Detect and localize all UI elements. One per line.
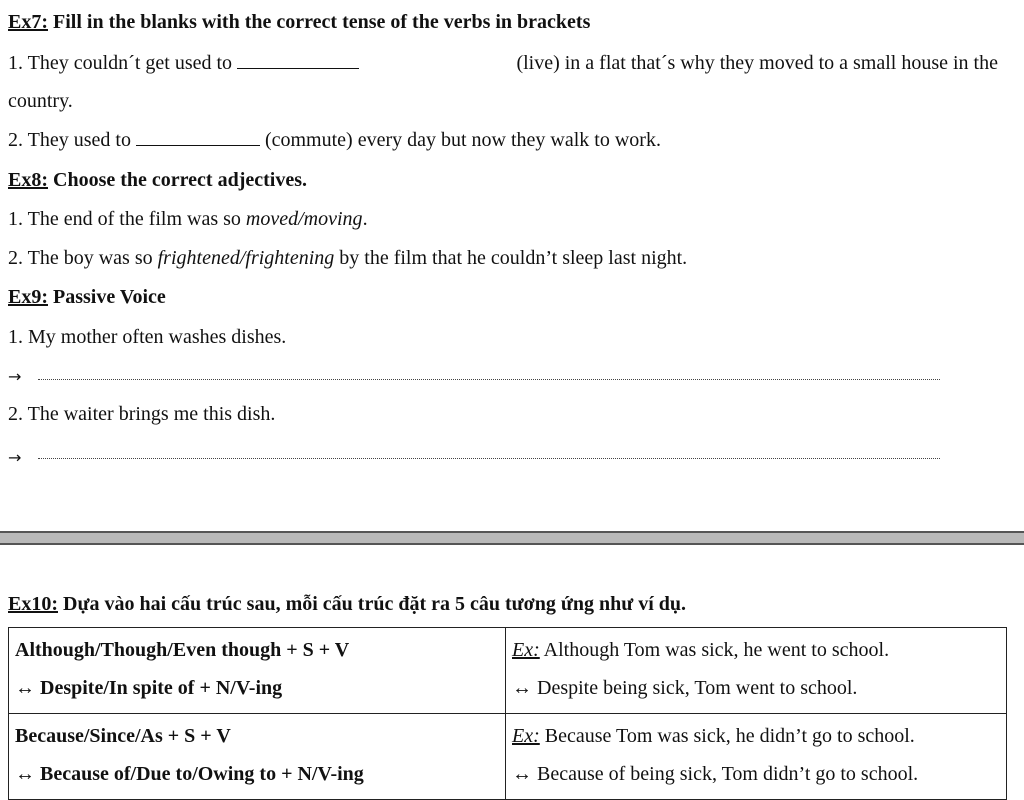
ex8-q1-text-c: . — [362, 208, 368, 230]
ex9-answer-1-row — [8, 364, 21, 389]
ex8-title: Choose the correct adjectives. — [48, 169, 307, 191]
table-row — [9, 628, 1007, 714]
example-label: Ex: — [512, 725, 540, 747]
example-line — [512, 631, 1000, 669]
ex8-q1-choices: moved/moving — [245, 208, 363, 230]
ex7-question-2 — [8, 128, 661, 152]
structure-line: Although/Though/Even though + S + V — [15, 639, 350, 661]
ex7-heading — [8, 10, 590, 34]
ex8-q2-text-a: 2. The boy was so — [8, 247, 158, 269]
ex8-q2-text-c: by the film that he couldn’t sleep last night. — [334, 247, 688, 269]
ex10-title: Dựa vào hai cấu trúc sau, mỗi cấu trúc đặt ra 5 câu tương ứng như ví dụ. — [58, 593, 687, 615]
answer-blank[interactable] — [237, 54, 359, 69]
ex7-q1-text-b: (live) in a flat that´s why they moved to a small house in the — [516, 52, 998, 74]
example-line: ↔ Despite being sick, Tom went to school. — [512, 677, 858, 699]
ex8-question-1 — [8, 207, 368, 231]
ex7-question-1 — [8, 51, 998, 75]
ex8-label: Ex8: — [8, 169, 48, 191]
ex9-answer-2-row — [8, 445, 21, 470]
arrow-right-icon: → — [8, 367, 22, 386]
section-divider — [0, 531, 1024, 545]
example-line: ↔ Because of being sick, Tom didn’t go to school. — [512, 763, 919, 785]
ex8-heading — [8, 168, 307, 192]
example-text: Because Tom was sick, he didn’t go to school. — [539, 725, 915, 747]
ex7-q2-text-b: (commute) every day but now they walk to work. — [259, 129, 661, 151]
ex7-label: Ex7: — [8, 11, 48, 33]
structure-line: Because/Since/As + S + V — [15, 725, 231, 747]
ex10-label: Ex10: — [8, 593, 58, 615]
ex9-label: Ex9: — [8, 286, 48, 308]
ex9-heading — [8, 285, 166, 309]
structure-line: ↔ Because of/Due to/Owing to + N/V-ing — [15, 763, 364, 785]
ex7-question-1-cont: country. — [8, 90, 73, 112]
arrow-right-icon: → — [8, 448, 22, 467]
ex7-title: Fill in the blanks with the correct tense of the verbs in brackets — [48, 11, 591, 33]
answer-blank[interactable] — [136, 131, 260, 146]
example-text: Although Tom was sick, he went to school. — [539, 639, 890, 661]
table-row — [9, 714, 1007, 800]
ex9-question-1: 1. My mother often washes dishes. — [8, 326, 287, 348]
ex9-title: Passive Voice — [48, 286, 166, 308]
ex7-q1-text-a: 1. They couldn´t get used to — [8, 52, 238, 74]
ex8-q1-text-a: 1. The end of the film was so — [8, 208, 246, 230]
ex10-heading — [8, 592, 686, 616]
ex8-q2-choices: frightened/frightening — [157, 247, 335, 269]
structure-cell — [9, 714, 506, 800]
structures-table — [8, 627, 1007, 800]
answer-dotted-line[interactable] — [38, 458, 940, 459]
ex8-question-2 — [8, 246, 687, 270]
structure-line: ↔ Despite/In spite of + N/V-ing — [15, 677, 283, 699]
example-cell — [506, 714, 1007, 800]
structure-cell — [9, 628, 506, 714]
example-cell — [506, 628, 1007, 714]
answer-dotted-line[interactable] — [38, 379, 940, 380]
example-line — [512, 717, 1000, 755]
ex7-q2-text-a: 2. They used to — [8, 129, 136, 151]
example-label: Ex: — [512, 639, 540, 661]
ex9-question-2: 2. The waiter brings me this dish. — [8, 403, 276, 425]
